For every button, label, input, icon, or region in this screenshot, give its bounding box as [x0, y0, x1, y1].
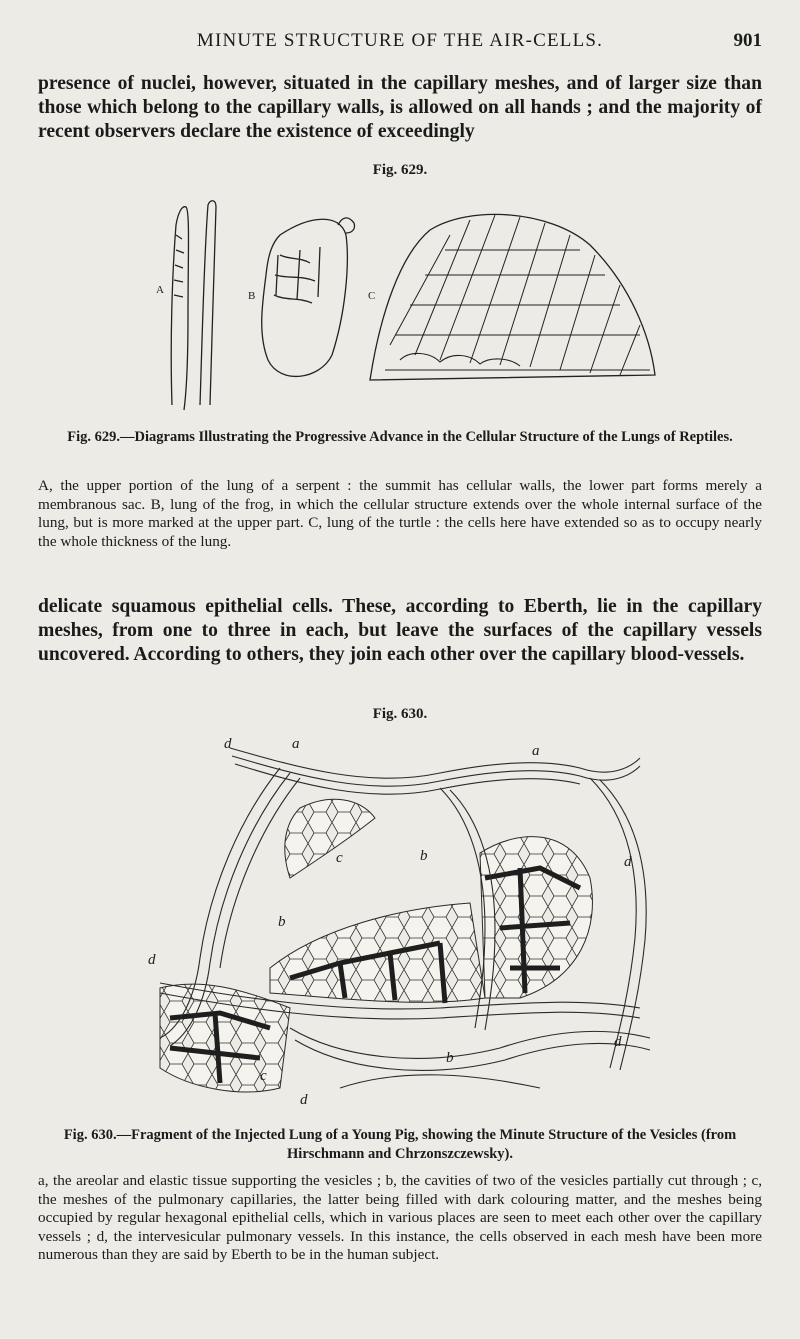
figure-629-caption-title: Fig. 629.—Diagrams Illustrating the Progressive Advance in the Cellular Structure of the Lungs of Reptiles.	[67, 429, 733, 445]
page-number: 901	[733, 30, 762, 51]
fig630-label-d1: d	[224, 736, 232, 752]
paragraph-2: delicate squamous epithelial cells. These, according to Eberth, lie in the capillary meshes, from one to three in each, but leave the surfaces of the capillary vessels uncovered. According to others, they join each other over the capillary blood-vessels.	[38, 596, 762, 665]
fig630-label-c2: c	[520, 936, 527, 952]
fig629-panel-label-a: A	[156, 284, 164, 296]
paragraph-1: presence of nuclei, however, situated in the capillary meshes, and of larger size than those which belong to the capillary walls, is allowed on all hands ; and the majority of recent observers declare the existence of exceedingly	[38, 73, 762, 142]
fig629-panel-label-b: B	[248, 290, 256, 302]
fig630-label-b2: b	[278, 914, 286, 930]
fig630-label-a1: a	[292, 736, 300, 752]
fig630-label-d4: d	[614, 1034, 622, 1050]
fig630-label-c3: c	[260, 1068, 267, 1084]
running-title: MINUTE STRUCTURE OF THE AIR-CELLS.	[196, 30, 604, 51]
figure-629-illustration	[150, 195, 670, 420]
fig630-label-b3: b	[446, 1050, 454, 1066]
fig630-label-a2: a	[532, 743, 540, 759]
page-header	[0, 30, 800, 60]
figure-630-illustration	[140, 728, 660, 1118]
fig630-label-d3: d	[148, 952, 156, 968]
fig630-label-d5: d	[300, 1092, 308, 1108]
figure-630-caption-text: a, the areolar and elastic tissue supporting the vesicles ; b, the cavities of two of the vesicles partially cut through ; c, the meshes of the pulmonary capillaries, the latter being filled with dark colouring matter, and the meshes being occupied by regular hexagonal epithelial cells, which in various places are seen to meet each other over the capillary vessels ; d, the intervesicular pulmonary vessels. In this instance, the cells observed in each mesh have been more numerous than they are said by Eberth to be in the human subject.	[38, 1172, 762, 1263]
fig629-panel-label-c: C	[368, 290, 376, 302]
figure-630-label: Fig. 630.	[372, 706, 428, 722]
fig630-label-b1: b	[420, 848, 428, 864]
figure-629-caption-text: A, the upper portion of the lung of a serpent : the summit has cellular walls, the lower part forms merely a membranous sac. B, lung of the frog, in which the cellular structure extends over the whole internal surface of the lung, but is more marked at the upper part. C, lung of the turtle : the cells here have extended so as to occupy nearly the whole thickness of the lung.	[38, 477, 762, 550]
fig630-label-c1: c	[336, 850, 343, 866]
figure-630-caption-title: Fig. 630.—Fragment of the Injected Lung of a Young Pig, showing the Minute Structure of the Vesicles (from Hirschmann and Chrzonszczewsky).	[63, 1127, 737, 1162]
figure-629-label: Fig. 629.	[372, 162, 428, 178]
fig630-label-d2: d	[624, 854, 632, 870]
